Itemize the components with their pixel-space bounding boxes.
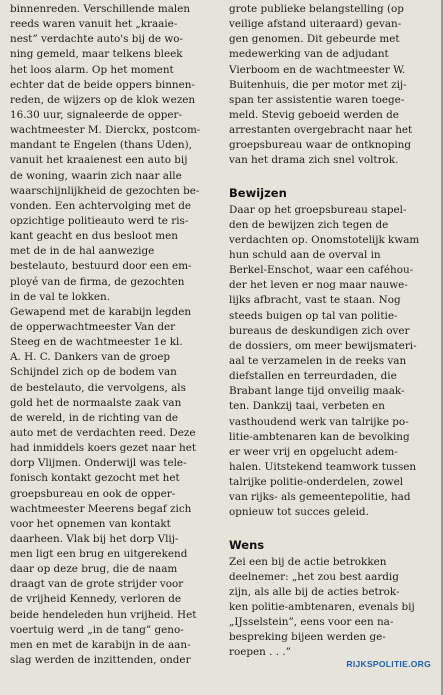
text-line: draagt van de grote strijder voor [10,578,184,591]
text-line: ning gemeld, maar telkens bleek [10,48,183,61]
text-line: auto met de verdachten reed. Deze [10,426,196,439]
text-line: van het drama zich snel voltrok. [229,154,399,167]
text-line: de vrijheid Kennedy, verloren de [10,593,181,606]
text-line: vonden. Een achtervolging met de [10,199,191,212]
text-line: het loos alarm. Op het moment [10,63,174,76]
text-line: waarschijnlijkheid de gezochten be- [10,184,200,197]
text-line: ten. Dankzij taai, verbeten en [229,400,385,413]
text-line: dorp Vlijmen. Onderwijl was tele- [10,457,187,470]
text-line: slag werden de inzittenden, onder [10,654,191,667]
text-line: beide hendeleden hun vrijheid. Het [10,608,197,621]
text-line: de wereld, in de richting van de [10,411,179,424]
text-line: Buitenhuis, die per motor met zij- [229,78,407,91]
text-line: grote publieke belangstelling (op [229,3,404,15]
text-line: groepsbureau en ook de opper- [10,487,176,500]
text-line: de bestelauto, die vervolgens, als [10,381,186,394]
text-line: talrijke politie-onderdelen, zowel [229,476,404,489]
text-line: den de bewijzen zich tegen de [229,218,389,231]
text-line: Gewapend met de karabijn legden [10,305,192,318]
text-line: 16.30 uur, signaleerde de opper- [10,108,183,121]
text-line: groepsbureau waar de ontknoping [229,139,411,152]
text-line: aal te verzamelen in de reeks van [229,354,407,367]
text-line: van rijks- als gemeentepolitie, had [229,491,411,504]
text-line: reden, de wijzers op de klok wezen [10,93,196,106]
text-line: span ter assistentie waren toege- [229,93,405,106]
text-line: veilige afstand uiteraard) gevan- [229,18,402,31]
text-line: Zei een bij de actie betrokken [229,555,387,568]
text-line: ken politie-ambtenaren, evenals bij [229,600,415,613]
text-line: kant geacht en dus besloot men [10,230,178,243]
text-line: binnenreden. Verschillende malen [10,3,191,15]
text-line: bureaus de deskundigen zich over [229,324,410,337]
section-heading-wens: Wens [229,537,265,552]
text-line: gold het de normaalste zaak van [10,396,182,409]
text-line: daarheen. Vlak bij het dorp Vlij- [10,532,179,545]
text-line: steeds buigen op tal van politie- [229,309,398,322]
text-line: zijn, als alle bij de acties betrok- [229,585,400,598]
text-line: Schijndel zich op de bodem van [10,366,177,379]
section-body-bewijzen [229,203,433,521]
text-line: echter dat de beide oppers binnen- [10,78,195,91]
text-line: voertuig werd „in de tang” geno- [10,623,184,636]
text-line: men ligt een brug en uitgerekend [10,548,188,561]
section-body-wens [229,555,433,661]
text-line: medewerking van de adjudant [229,48,389,61]
text-line: de opperwachtmeester Van der [10,320,176,333]
text-line: vasthoudend werk van talrijke po- [229,415,409,428]
text-line: hun schuld aan de overval in [229,248,381,261]
text-line: wachtmeester M. Dierckx, postcom- [10,124,201,137]
text-line: Berkel-Enschot, waar een caféhou- [229,264,414,277]
text-line: ployé van de firma, de gezochten [10,275,185,288]
text-line: der het leven er nog maar nauwe- [229,279,408,292]
text-line: in de val te lokken. [10,290,111,303]
text-line: Brabant lange tijd onveilig maak- [229,385,405,398]
text-line: nest” verdachte auto's bij de wo- [10,33,184,46]
text-line: diefstallen en terreurdaden, die [229,370,397,383]
text-line: vanuit het kraaienest een auto bij [10,154,188,167]
text-line: litie-ambtenaren kan de bevolking [229,430,410,443]
text-line: „IJsselstein”, eens voor een na- [229,616,394,629]
text-line: Daar op het groepsbureau stapel- [229,203,407,216]
text-line: wachtmeester Meerens begaf zich [10,502,192,515]
watermark-text: RIJKSPOLITIE.ORG [346,659,431,669]
text-line: fonisch kontakt gezocht met het [10,472,180,485]
text-line: gen genomen. Dit gebeurde met [229,33,400,46]
text-line: bestelauto, bestuurd door een em- [10,260,192,273]
text-line: de dossiers, om meer bewijsmateri- [229,339,417,352]
text-line: voor het opnemen van kontakt [10,517,171,530]
text-line: halen. Uitstekend teamwork tussen [229,460,417,473]
text-line: de woning, waarin zich naar alle [10,169,182,182]
text-line: arrestanten overgebracht naar het [229,124,413,137]
right-text-column [229,2,433,660]
text-line: deelnemer: „het zou best aardig [229,570,399,583]
text-line: Steeg en de wachtmeester 1e kl. [10,336,183,349]
section-heading-bewijzen: Bewijzen [229,185,287,200]
text-line: men en met de karabijn in de aan- [10,638,191,651]
text-line: verdachten op. Onomstotelijk kwam [229,233,420,246]
article-continuation [229,2,433,169]
text-line: er weer vrij en opgelucht adem- [229,445,398,458]
left-text-column [10,2,216,668]
text-line: A. H. C. Dankers van de groep [10,351,171,364]
text-line: lijks afbracht, vast te staan. Nog [229,294,401,307]
text-line: roepen . . .” [229,646,291,659]
text-line: met de in de hal aanwezige [10,245,155,258]
text-line: bespreking bijeen werden ge- [229,631,386,644]
text-line: had inmiddels koers gezet naar het [10,442,197,455]
text-line: Vierboom en de wachtmeester W. [229,63,406,76]
text-line: meld. Stevig geboeid werden de [229,108,399,121]
text-line: daar op deze brug, die de naam [10,563,178,576]
text-line: opzichtige politieauto werd te ris- [10,214,189,227]
text-line: reeds waren vanuit het „kraaie- [10,18,178,31]
text-line: mandant te Engelen (thans Uden), [10,139,192,152]
text-line: opnieuw tot succes geleid. [229,506,369,519]
